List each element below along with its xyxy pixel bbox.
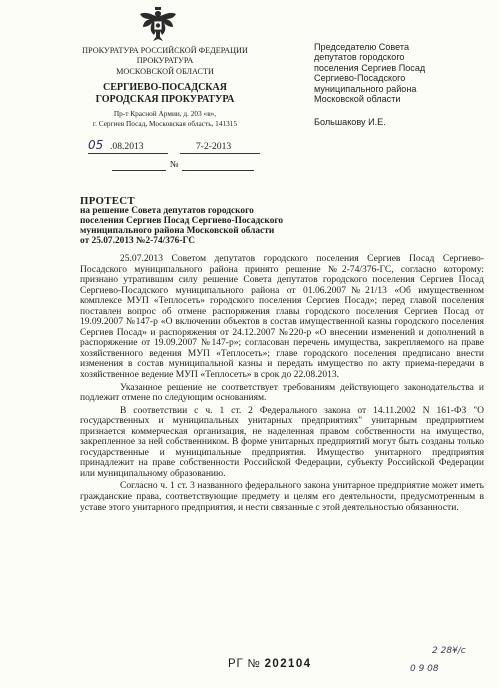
underline [180, 153, 260, 154]
protest-heading [80, 196, 380, 246]
underline [112, 170, 166, 171]
org-line: ПРОКУРАТУРА [136, 56, 194, 66]
protest-subject-line: муниципального района Московской области [80, 226, 275, 237]
underline [88, 153, 168, 154]
city-prosecutor-title [70, 82, 260, 105]
handwritten-note: 2 28¥/с [432, 646, 466, 656]
protest-subject-line: на решение Совета депутатов городского [80, 206, 254, 217]
sender-address [70, 109, 260, 127]
addressee-line: Председателю Совета [314, 42, 410, 52]
underline [182, 170, 254, 171]
handwritten-day: 05 [88, 138, 104, 152]
handwritten-note: 0 9 08 [410, 664, 439, 674]
protest-subject-line: поселения Сергиев Посад Сергиево-Посадского [80, 216, 284, 227]
protest-title: ПРОТЕСТ [80, 195, 135, 207]
paragraph: 25.07.2013 Советом депутатов городского поселения Сергиев Посад Сергиево-Посадского муниципального района принято решение №2-74/376-ГС, согласно которому: признано утратившим силу решение Совета депутатов городского поселения Сергиев Посад Сергиево-Посадского муниципального района от 01.06.2007№21/13 «Об имущественном комплексе МУП «Теплосеть» городского поселения Сергиев Посад»; перед главой поселения поставлен вопрос об отмене распоряжения главы городского поселения Сергиев Посад от 19.09.2007 №147-р «О включении объектов в состав имущественной казны городского поселения Сергиев Посад» и распоряжения от 24.12.2007 №220-р «О внесении изменений и дополнений в распоряжение от 19.09.2007 №147-р»; согласован перечень имущества, закрепляемого на праве хозяйственного ведения МУП «Теплосеть»; главе городского поселения предписано внести изменения в состав муниципальной казны и передать имущество по акту приема-передачи в хозяйственное ведение МУП «Теплосеть» в срок до 22.08.2013. [80, 253, 484, 381]
org-line: ПРОКУРАТУРА РОССИЙСКОЙ ФЕДЕРАЦИИ [82, 46, 248, 55]
serial-number: 202104 [264, 658, 312, 670]
org-line: МОСКОВСКОЙ ОБЛАСТИ [116, 66, 214, 76]
city-prosecutor-line: ГОРОДСКАЯ ПРОКУРАТУРА [95, 93, 235, 105]
number-label: № [169, 159, 179, 169]
document-body [80, 254, 484, 513]
serial-series: РГ № [228, 658, 261, 670]
addressee-line: муниципального района [314, 83, 417, 94]
addressee-line: Сергиево-Посадского [314, 73, 406, 84]
address-line: г. Сергиев Посад, Московская область, 141315 [92, 118, 238, 128]
sender-header [70, 46, 260, 128]
addressee-line: депутатов городского [314, 52, 405, 63]
protest-subject-line: от 25.07.2013 №2-74/376-ГС [80, 236, 196, 247]
paragraph: В соответствии с ч. 1 ст. 2 Федерального закона от 14.11.2002 N 161-ФЗ "О государственных и муниципальных унитарных предприятиях" унитарным предприятием признается коммерческая организация, не наделенная правом собственности на имущество, закрепленное за ней собственником. В форме унитарных предприятий могут быть созданы только государственные и муниципальные предприятия. Имущество унитарного предприятия принадлежит на праве собственности Российской Федерации, субъекту Российской Федерации или муниципальному образованию. [80, 404, 484, 479]
city-prosecutor-line: СЕРГИЕВО-ПОСАДСКАЯ [102, 82, 227, 94]
coat-of-arms-icon [138, 6, 178, 44]
address-line: Пр-т Красной Армии, д. 203 «в», [113, 109, 217, 119]
addressee-line: поселения Сергиев Посад [314, 62, 426, 73]
addressee-line: Московской области [314, 94, 401, 105]
addressee-name: Большакову И.Е. [314, 117, 386, 128]
addressee-block [314, 42, 494, 128]
date-and-number [88, 138, 260, 175]
outgoing-date: .08.2013 [110, 141, 144, 152]
outgoing-number: 7-2-2013 [196, 141, 232, 152]
paragraph: Указанное решение не соответствует требованиям действующего законодательства и подлежит отмене по следующим основаниям. [80, 381, 484, 404]
paragraph: Согласно ч. 1 ст. 3 названного федерального закона унитарное предприятие может иметь гражданские права, соответствующие предмету и целям его деятельности, предусмотренным в уставе этого унитарного предприятия, и нести связанные с этой деятельностью обязанности. [80, 480, 484, 513]
form-serial-number [228, 658, 311, 670]
